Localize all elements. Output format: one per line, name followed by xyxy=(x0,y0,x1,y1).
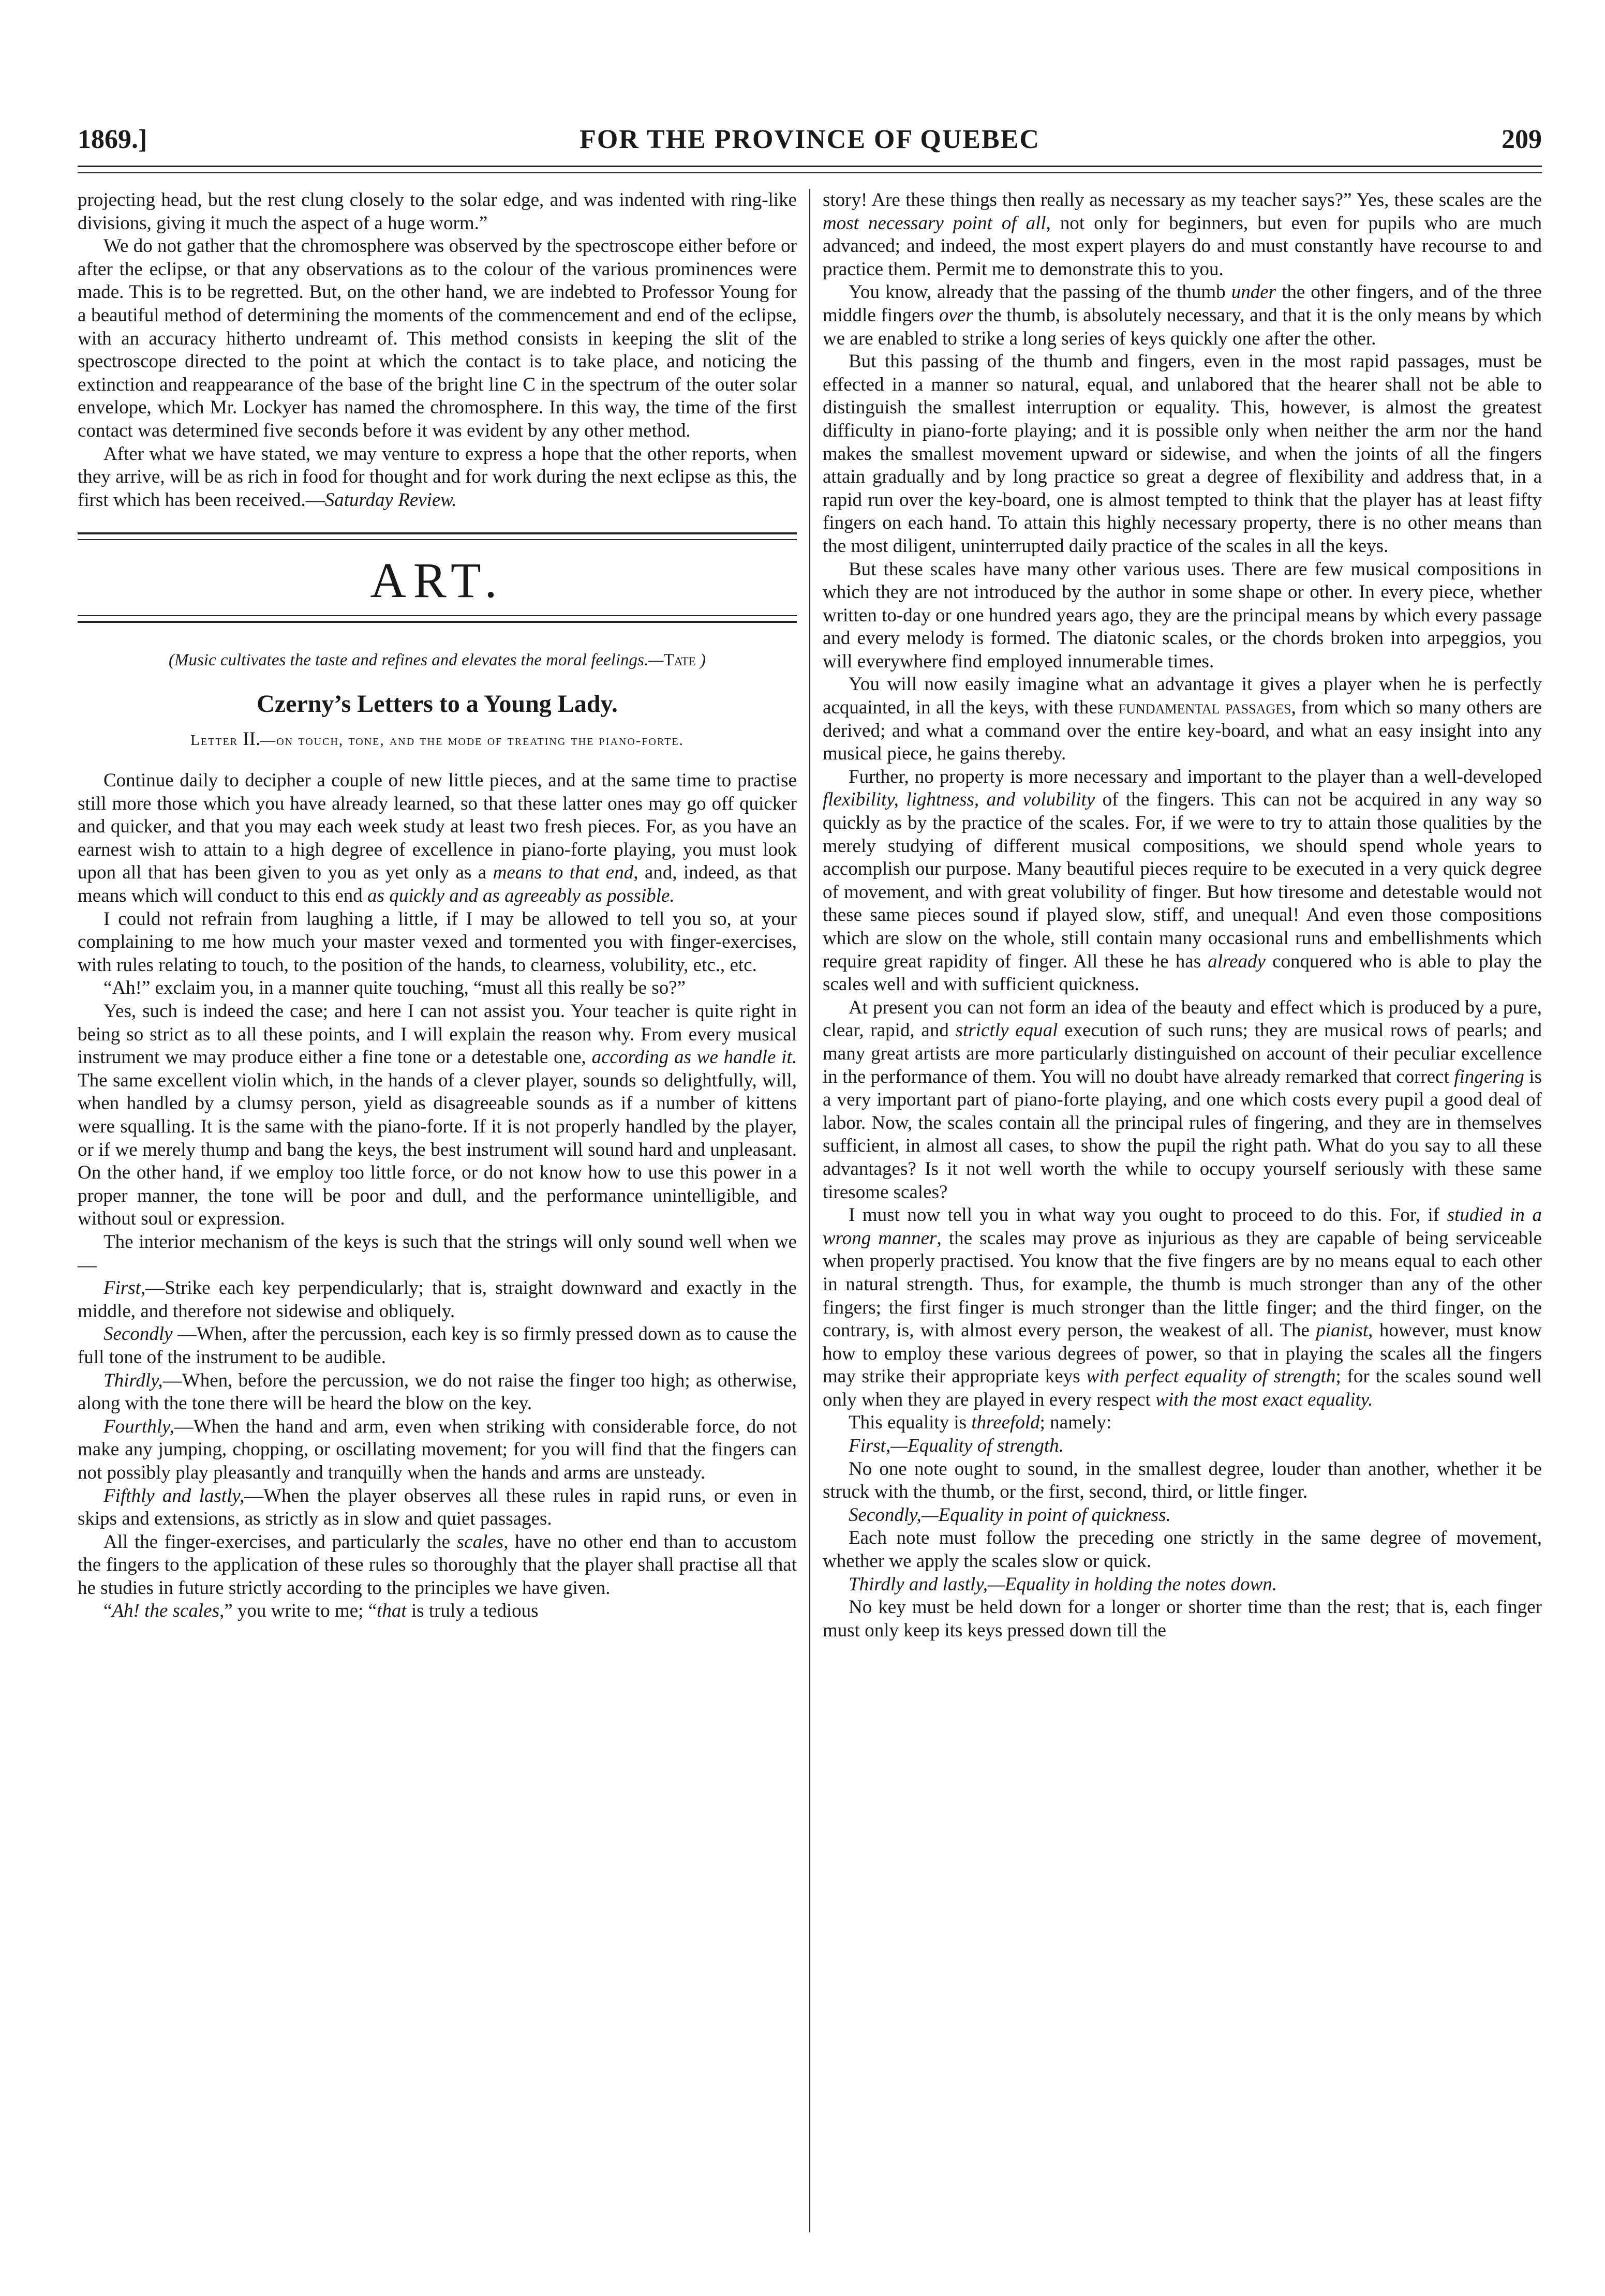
text-run: ; for the scales sound well only when they are played in every respect xyxy=(823,1366,1542,1410)
text-run: , and, indeed, as that means which will conduct to this end xyxy=(78,862,797,907)
epigraph xyxy=(78,649,797,672)
body-paragraph xyxy=(78,769,797,908)
equality-heading-text: Secondly,—Equality in point of quickness. xyxy=(849,1504,1171,1526)
text-run: This equality is xyxy=(849,1412,972,1434)
body-paragraph xyxy=(823,1204,1542,1411)
article-title: Czerny’s Letters to a Young Lady. xyxy=(257,690,618,718)
text-run-italic: that xyxy=(377,1600,407,1622)
body-paragraph: “Ah!” exclaim you, in a manner quite touching, “must all this really be so?” xyxy=(103,977,686,999)
page-header xyxy=(78,119,1542,162)
header-page-number: 209 xyxy=(1502,125,1542,154)
rule-label: Fifthly and lastly, xyxy=(103,1485,245,1507)
rule-item xyxy=(78,1277,797,1323)
text-run: is truly a tedious xyxy=(406,1600,539,1622)
source-citation: Saturday Review. xyxy=(324,489,457,511)
rule-item xyxy=(78,1323,797,1369)
body-paragraph xyxy=(823,996,1542,1204)
text-run-italic: under xyxy=(1231,281,1276,303)
closing-paragraph xyxy=(78,443,797,512)
text-run: , not only for beginners, but even for pupils who are much advanced; and indeed, the most expert players do and must constantly have recourse to and practice them. Permit me to demonstrate this to you. xyxy=(823,212,1542,280)
text-run-italic: flexibility, lightness, and volubility xyxy=(823,789,1095,811)
body-paragraph xyxy=(78,1531,797,1600)
body-paragraph: The interior mechanism of the keys is such that the strings will only sound well when we— xyxy=(78,1231,797,1276)
text-run-smallcaps: fundamental passages xyxy=(1118,697,1291,719)
rule-item xyxy=(78,1369,797,1415)
body-paragraph xyxy=(78,1600,797,1623)
header-rule xyxy=(78,166,1542,173)
rule-text: —When, before the percussion, we do not raise the finger too high; as otherwise, along with the tone there will be heard the blow on the key. xyxy=(78,1369,797,1414)
equality-heading-text: First,—Equality of strength. xyxy=(849,1435,1064,1457)
body-paragraph: But these scales have many other various uses. There are few musical compositions in which they are not introduced by the author in some shape or other. In every piece, whether written to-day or one hundred years ago, they are the principal means by which every passage and every melody is formed. The diatonic scales, or the chords broken into arpeggios, you will everywhere find employed innumerable times. xyxy=(823,558,1542,672)
text-run-italic: already xyxy=(1208,950,1266,972)
rule-label: Fourthly, xyxy=(103,1415,174,1437)
body-paragraph xyxy=(78,1000,797,1231)
text-run-italic: Ah! the scales, xyxy=(112,1600,225,1622)
text-run: Continue daily to decipher a couple of new little pieces, and at the same time to practise still more those which you have already learned, so that these latter ones may go off quicker and quicker, and that you may each week study at least two fresh pieces. For, as you have an earnest wish to attain to a high degree of excellence in piano-forte playing, you must look upon all that has been given to you as yet only as a xyxy=(78,770,797,884)
text-run-italic: means to that end xyxy=(493,862,634,884)
body-paragraph xyxy=(823,673,1542,765)
text-run: “ xyxy=(103,1600,112,1622)
body-paragraph: I could not refrain from laughing a little, if I may be allowed to tell you so, at your complaining to me how much your master vexed and tormented you with finger-exercises, with rules relating to touch, to the position of the hands, to clearness, volubility, etc., etc. xyxy=(78,908,797,976)
intro-paragraph-2: We do not gather that the chromosphere was observed by the spectroscope either before or after the eclipse, or that any observations as to the colour of the various prominences were made. This is to be regretted. But, on the other hand, we are indebted to Professor Young for a beautiful method of determining the moments of the commencement and end of the eclipse, with an accuracy hitherto undreamt of. This method consists in keeping the slit of the spectroscope directed to the point at which the contact is to take place, and noticing the extinction and reappearance of the base of the bright line C in the spectrum of the outer solar envelope, which Mr. Lockyer has named the chromosphere. In this way, the time of the first contact was determined five seconds before it was evident by any other method. xyxy=(78,235,797,441)
text-run: At present you can not form an idea of the beauty and effect which is produced by a pure, clear, rapid, and xyxy=(823,996,1542,1041)
text-run-italic: most necessary point of all xyxy=(823,212,1046,234)
text-run: Further, no property is more necessary and important to the player than a well-developed xyxy=(849,766,1542,787)
text-run: You will now easily imagine what an advantage it gives a player when he is perfectly acquainted, in all the keys, with these xyxy=(823,674,1542,719)
text-run: conquered who is able to play the scales well and with sufficient quickness. xyxy=(823,950,1542,995)
text-run-italic: fingering xyxy=(1454,1066,1524,1087)
text-run: the other fingers, and of the three middle fingers xyxy=(823,281,1542,326)
header-title: FOR THE PROVINCE OF QUEBEC xyxy=(579,125,1040,154)
text-run: You know, already that the passing of the thumb xyxy=(849,281,1231,303)
text-run-italic: threefold xyxy=(971,1412,1040,1434)
text-run-italic: strictly equal xyxy=(955,1020,1058,1041)
text-run-italic: according as we handle it. xyxy=(591,1047,797,1068)
text-run: is a very important part of piano-forte playing, and one which costs every pupil a good deal of labor. Now, the scales contain all the principal rules of fingering, and they are in themselves sufficient, in almost all cases, to show the pupil the right path. What do you say to all these advantages? Is it not well worth the while to occupy yourself seriously with these same tiresome scales? xyxy=(823,1066,1542,1203)
rule-text: —When the hand and arm, even when striking with considerable force, do not make any jumping, chopping, or oscillating movement; for you will find that the fingers can not possibly play pleasantly and tranquilly when the hands and arms are unsteady. xyxy=(78,1415,797,1483)
body-paragraph: Each note must follow the preceding one strictly in the same degree of movement, whether we apply the scales slow or quick. xyxy=(823,1527,1542,1572)
rule-item xyxy=(78,1485,797,1531)
text-run-italic: scales xyxy=(456,1531,504,1553)
text-run: story! Are these things then really as necessary as my teacher says?” Yes, these scales are the xyxy=(823,189,1542,211)
header-year: 1869.] xyxy=(78,125,147,154)
equality-heading xyxy=(823,1573,1542,1597)
text-run: All the finger-exercises, and particularly the xyxy=(103,1531,457,1553)
right-column xyxy=(823,189,1542,1642)
section-rule-bottom xyxy=(78,615,797,623)
text-run: , from which so many others are derived; and what a command over the entire key-board, and what an easy insight into any musical piece, he gains thereby. xyxy=(823,697,1542,765)
equality-heading-text: Thirdly and lastly,—Equality in holding the notes down. xyxy=(849,1573,1277,1595)
body-paragraph: No key must be held down for a longer or shorter time than the rest; that is, each finger must only keep its keys pressed down till the xyxy=(823,1597,1542,1641)
text-run: , however, must know how to employ these various degrees of power, so that in playing the scales all the fingers may strike their appropriate keys xyxy=(823,1320,1542,1388)
rule-text: —Strike each key perpendicularly; that is, straight downward and exactly in the middle, and therefore not sidewise and obliquely. xyxy=(78,1277,797,1322)
epigraph-close: ) xyxy=(695,650,706,669)
equality-heading xyxy=(823,1435,1542,1458)
body-paragraph xyxy=(823,766,1542,996)
text-run: I must now tell you in what way you ought to proceed to do this. For, if xyxy=(849,1204,1447,1226)
text-run: ” you write to me; “ xyxy=(224,1600,377,1622)
text-run: , have no other end than to accustom the fingers to the application of these rules so thoroughly that the player shall practise all that he studies in future strictly according to the principles we have given. xyxy=(78,1531,797,1599)
letter-heading xyxy=(98,729,776,751)
text-run-italic: pianist xyxy=(1316,1320,1369,1341)
page xyxy=(78,119,1542,2250)
text-run-italic: as quickly and as agreeably as possible. xyxy=(367,885,675,907)
letter-number: II. xyxy=(243,728,261,750)
text-run-italic: over xyxy=(939,304,973,326)
section-rule-top xyxy=(78,532,797,540)
rule-text: —When, after the percussion, each key is so firmly pressed down as to cause the full tone of the instrument to be audible. xyxy=(78,1323,797,1368)
text-run-italic: studied in a wrong manner xyxy=(823,1204,1542,1249)
rule-label: Secondly xyxy=(103,1323,173,1345)
rule-item xyxy=(78,1415,797,1485)
closing-text: After what we have stated, we may venture to express a hope that the other reports, when they arrive, will be as rich in food for thought and for work during the next eclipse as this, the first which has been received.— xyxy=(78,443,797,511)
letter-label: Letter xyxy=(190,732,243,749)
rule-text: —When the player observes all these rules in rapid runs, or even in skips and extensions, as strictly as in slow and quiet passages. xyxy=(78,1485,797,1530)
text-columns xyxy=(78,189,1542,2232)
letter-subject: —on touch, tone, and the mode of treating the piano-forte. xyxy=(260,732,684,749)
body-paragraph xyxy=(823,281,1542,350)
text-run-italic: with perfect equality of strength xyxy=(1086,1366,1336,1388)
column-divider xyxy=(809,189,810,2232)
epigraph-author: Tate xyxy=(663,650,696,669)
body-paragraph: But this passing of the thumb and fingers, even in the most rapid passages, must be effected in a manner so natural, equal, and unlabored that the hearer shall not be able to distinguish the smallest interruption or equality. This, however, is almost the greatest difficulty in piano-forte playing; and it is possible only when neither the arm nor the hand makes the smallest movement upward or sidewise, and when the joints of all the fingers attain gradually and by long practice so great a degree of flexibility and address that, in a rapid run over the key-board, one is almost tempted to think that the player has at least fifty fingers on each hand. To attain this highly necessary property, there is no other means than the most diligent, uninterrupted daily practice of the scales in all the keys. xyxy=(823,351,1542,557)
text-run-italic: with the most exact equality. xyxy=(1155,1389,1373,1410)
equality-heading xyxy=(823,1504,1542,1527)
body-paragraph: No one note ought to sound, in the smallest degree, louder than another, whether it be struck with the thumb, or the first, second, third, or little finger. xyxy=(823,1458,1542,1503)
text-run: The same excellent violin which, in the hands of a clever player, sounds so delightfully, will, when handled by a clumsy person, yield as disagreeable sounds as if a number of kittens were squalling. It is the same with the piano-forte. If it is not properly handled by the player, or if we merely thump and bang the keys, the best instrument will sound hard and unpleasant. On the other hand, if we employ too little force, or do not know how to use this power in a proper manner, the tone will be poor and dull, and the performance unintelligible, and without soul or expression. xyxy=(78,1069,797,1230)
body-paragraph xyxy=(823,1411,1542,1435)
text-run: Yes, such is indeed the case; and here I can not assist you. Your teacher is quite right in being so strict as to all these points, and I will explain the reason why. From every musical instrument we may produce either a fine tone or a detestable one, xyxy=(78,1001,797,1068)
text-run: ; namely: xyxy=(1039,1412,1112,1434)
text-run: , the scales may prove as injurious as they are capable of being serviceable when properly practised. You know that the five fingers are by no means equal to each other in natural strength. Thus, for example, the thumb is much stronger than any of the other fingers; the first finger is much stronger than the little finger; and the third finger, on the contrary, is, with almost every person, the weakest of all. The xyxy=(823,1227,1542,1341)
rule-label: First, xyxy=(103,1277,146,1299)
left-column xyxy=(78,189,797,1623)
text-run: the thumb, is absolutely necessary, and that it is the only means by which we are enabled to strike a long series of keys quickly one after the other. xyxy=(823,304,1542,349)
body-paragraph xyxy=(823,189,1542,281)
epigraph-text: (Music cultivates the taste and refines and elevates the moral feelings.— xyxy=(168,650,664,669)
intro-paragraph-1: projecting head, but the rest clung closely to the solar edge, and was indented with ring-like divisions, giving it much the aspect of a huge worm.” xyxy=(78,189,797,234)
text-run: execution of such runs; they are musical rows of pearls; and many great artists are more particularly distinguished on account of their peculiar excellence in the performance of them. You will no doubt have already remarked that correct xyxy=(823,1020,1542,1087)
text-run: of the fingers. This can not be acquired in any way so quickly as by the practice of the scales. For, if we were to try to attain those qualities by the merely studying of different musical compositions, we should spend whole years to accomplish our purpose. Many beautiful pieces require to be executed in a very quick degree of movement, and with great volubility of finger. But how tiresome and detestable would not these same pieces sound if played slow, stiff, and unequal! And even those compositions which are slow on the whole, still contain many occasional runs and embellishments which require great rapidity of finger. All these he has xyxy=(823,789,1542,972)
rule-label: Thirdly, xyxy=(103,1369,163,1391)
section-heading-art: ART. xyxy=(370,553,504,608)
